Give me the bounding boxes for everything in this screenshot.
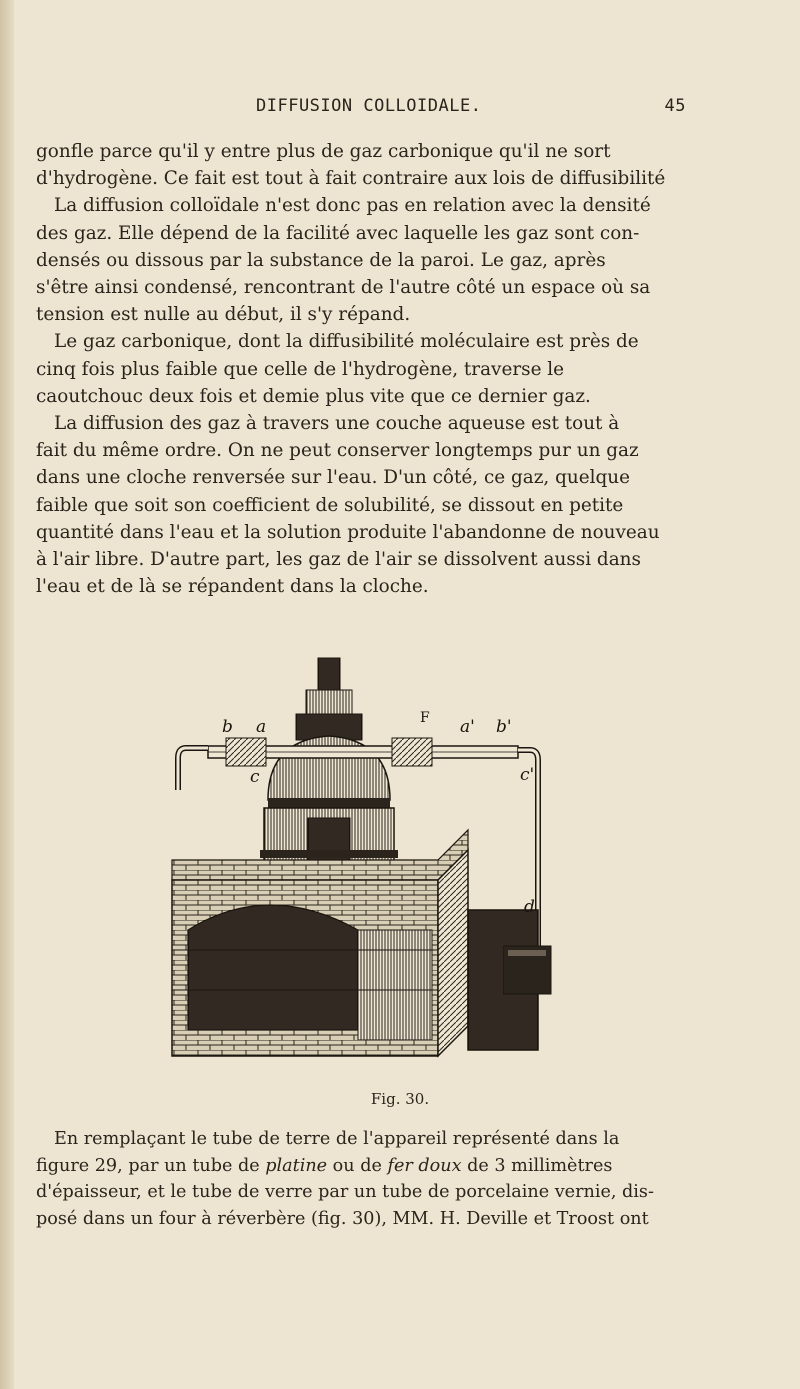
text-line: posé dans un four à réverbère (fig. 30), MM. H. Deville et Troost ont bbox=[36, 1208, 649, 1229]
text-run: de 3 millimètres bbox=[461, 1155, 613, 1176]
italic-term-platine: platine bbox=[265, 1155, 328, 1176]
label-b: b bbox=[222, 717, 233, 737]
page-number: 45 bbox=[664, 96, 686, 116]
running-head: DIFFUSION COLLOIDALE. bbox=[256, 96, 482, 116]
text-run: ou de bbox=[327, 1155, 388, 1176]
text-line: Le gaz carbonique, dont la diffusibilité moléculaire est près de bbox=[54, 331, 639, 353]
figure-caption: Fig. 30. bbox=[370, 1090, 430, 1108]
text-run: figure 29, par un tube de bbox=[36, 1155, 266, 1176]
text-line: En remplaçant le tube de terre de l'appareil représenté dans la bbox=[54, 1129, 620, 1149]
label-F: F bbox=[420, 710, 430, 726]
text-line: d'épaisseur, et le tube de verre par un tube de porcelaine vernie, dis- bbox=[36, 1182, 654, 1203]
label-d: d bbox=[524, 897, 535, 917]
label-a-prime: a' bbox=[460, 717, 475, 737]
text-line: l'eau et de là se répandent dans la cloche. bbox=[36, 576, 429, 598]
text-line: d'hydrogène. Ce fait est tout à fait contraire aux lois de diffusibilité bbox=[36, 168, 666, 190]
text-line: La diffusion colloïdale n'est donc pas en relation avec la densité bbox=[54, 195, 651, 217]
chimney bbox=[296, 658, 362, 740]
paragraph-2 bbox=[36, 1126, 762, 1232]
text-line: fait du même ordre. On ne peut conserver longtemps pur un gaz bbox=[36, 440, 639, 462]
label-b-prime: b' bbox=[496, 717, 512, 737]
text-line: La diffusion des gaz à travers une couche aqueuse est tout à bbox=[54, 413, 620, 435]
label-c-prime: c' bbox=[520, 765, 535, 785]
text-line: caoutchouc deux fois et demie plus vite que ce dernier gaz. bbox=[36, 385, 591, 407]
label-c: c bbox=[250, 767, 260, 787]
hearth-platform bbox=[172, 830, 468, 1056]
text-line: tension est nulle au début, il s'y répand. bbox=[36, 304, 411, 326]
text-line: à l'air libre. D'autre part, les gaz de l'air se dissolvent aussi dans bbox=[36, 549, 641, 571]
receiving-vessel bbox=[503, 946, 551, 994]
figure-30-reverberatory-furnace bbox=[168, 650, 552, 1082]
text-line: faible que soit son coefficient de solubilité, se dissout en petite bbox=[36, 494, 624, 516]
text-line: des gaz. Elle dépend de la facilité avec laquelle les gaz sont con- bbox=[36, 222, 640, 244]
italic-term-fer-doux: fer doux bbox=[387, 1155, 462, 1176]
text-line: s'être ainsi condensé, rencontrant de l'autre côté un espace où sa bbox=[36, 277, 651, 299]
text-line: quantité dans l'eau et la solution produite l'abandonne de nouveau bbox=[36, 521, 660, 543]
furnace-engraving bbox=[168, 650, 552, 1082]
text-line: densés ou dissous par la substance de la paroi. Le gaz, après bbox=[36, 249, 606, 271]
text-line: gonfle parce qu'il y entre plus de gaz carbonique qu'il ne sort bbox=[36, 141, 611, 162]
paragraph-1 bbox=[36, 138, 762, 600]
text-line bbox=[36, 1153, 762, 1180]
book-binding-edge bbox=[0, 0, 14, 1389]
page-header bbox=[256, 96, 686, 120]
text-line: cinq fois plus faible que celle de l'hydrogène, traverse le bbox=[36, 358, 565, 380]
text-line: dans une cloche renversée sur l'eau. D'un côté, ce gaz, quelque bbox=[36, 467, 630, 489]
left-outlet-pipe bbox=[178, 748, 208, 790]
label-a: a bbox=[256, 717, 267, 737]
